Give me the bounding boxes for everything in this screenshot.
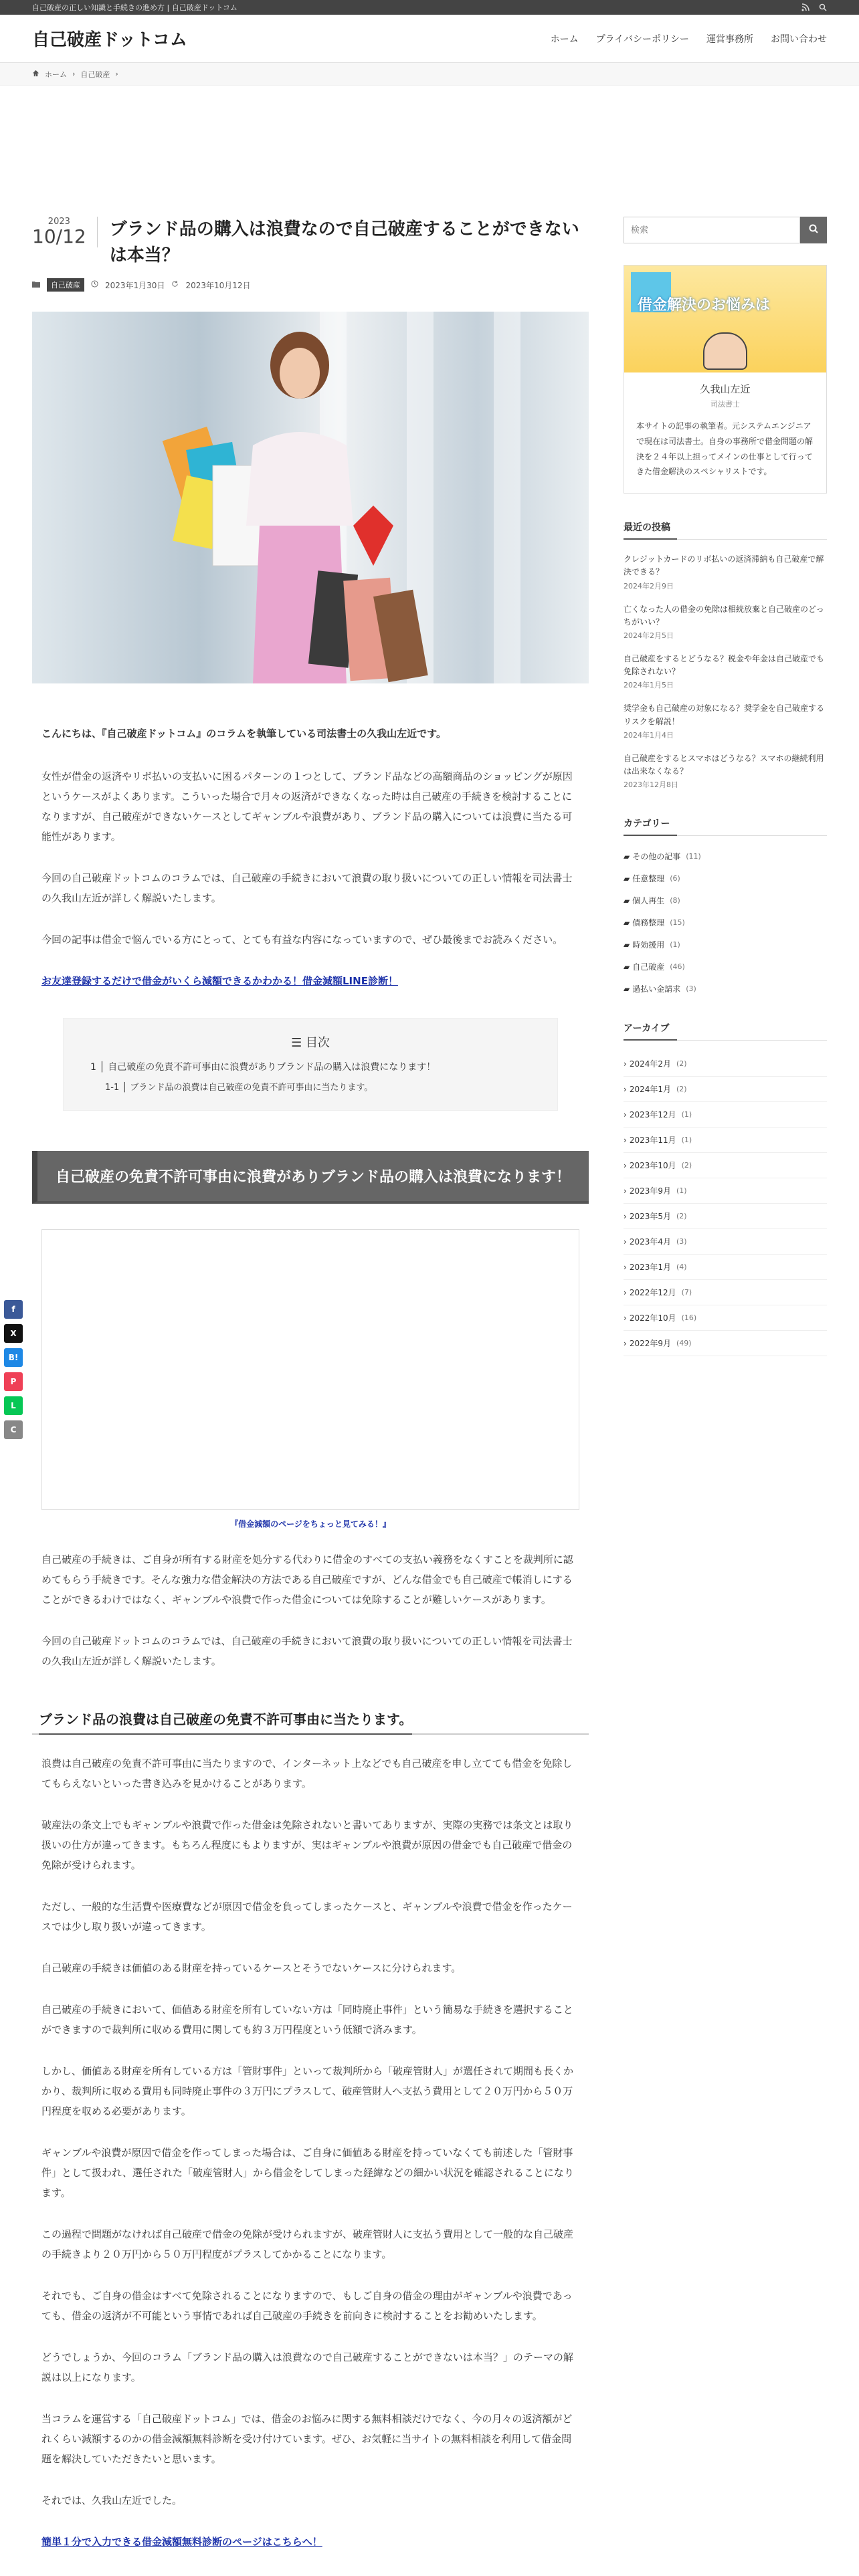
paragraph: 今回の自己破産ドットコムのコラムでは、自己破産の手続きにおいて浪費の取り扱いについての正しい情報を司法書士の久我山左近が詳しく解説いたします。 (41, 872, 573, 904)
published-date: 2023年1月30日 (105, 280, 165, 290)
archive-item[interactable]: › 2024年1月 (2) (624, 1077, 827, 1102)
breadcrumb-home[interactable]: ホーム (45, 70, 67, 79)
search-icon (808, 223, 819, 234)
category-item[interactable]: ▰ 債務整理 (15) (624, 918, 685, 928)
chevron-right-icon: › (115, 70, 118, 78)
category-item[interactable]: ▰ 時効援用 (1) (624, 940, 680, 950)
recent-post-title[interactable]: 自己破産をするとスマホはどうなる？スマホの継続利用は出来なくなる？ (624, 753, 824, 776)
folder-icon: ▰ (624, 895, 630, 905)
list-item[interactable] (624, 603, 827, 641)
section-heading: 自己破産の免責不許可事由に浪費がありブランド品の購入は浪費になります！ (32, 1151, 589, 1204)
top-info-bar (0, 0, 859, 15)
chevron-right-icon: › (624, 1237, 627, 1247)
chevron-right-icon: › (624, 1338, 627, 1348)
breadcrumb-category[interactable]: 自己破産 (80, 70, 110, 79)
archives-title: アーカイブ (624, 1021, 827, 1041)
search-button[interactable] (800, 217, 827, 243)
folder-icon: ▰ (624, 918, 630, 928)
search-form (624, 217, 827, 243)
chevron-right-icon: › (624, 1211, 627, 1221)
site-header (0, 15, 859, 63)
global-nav (551, 32, 827, 45)
recent-posts-list (624, 553, 827, 790)
archive-item[interactable]: › 2022年12月 (7) (624, 1280, 827, 1305)
post-month-day: 10/12 (32, 225, 86, 247)
paragraph: 破産法の条文上でもギャンブルや浪費で作った借金は免除されないと書いてありますが、実際の実務では条文とは取り扱いの仕方が違ってきます。もちろん程度にもよりますが、実はギャンブルや浪費が原因の借金でも自己破産で借金の免除が受けられます。 (41, 1819, 573, 1871)
category-badge[interactable]: 自己破産 (47, 278, 84, 292)
recent-post-title[interactable]: 自己破産をするとどうなる？税金や年金は自己破産でも免除されない？ (624, 653, 825, 677)
line-share-button[interactable]: L (4, 1396, 23, 1415)
author-name: 久我山左近 (700, 383, 751, 395)
list-item[interactable] (624, 752, 827, 790)
recent-post-title[interactable]: 亡くなった人の借金の免除は相続放棄と自己破産のどっちがいい？ (624, 604, 824, 627)
hero-image-shopping-woman (32, 312, 589, 683)
list-item[interactable] (624, 553, 827, 591)
post-year: 2023 (47, 217, 70, 227)
author-profile (624, 265, 827, 494)
archives-list (624, 1051, 827, 1356)
article-body-2 (32, 1549, 589, 1671)
author-description: 本サイトの記事の執筆者。元システムエンジニアで現在は司法書士。自身の事務所で借金問題の解決を２４年以上担ってメインの仕事として行ってきた借金解決のスペシャリストです。 (636, 421, 814, 477)
paragraph: しかし、価値ある財産を所有している方は「管財事件」といって裁判所から「破産管財人」が選任されて期間も長くかかり、裁判所に収める費用も同時廃止事件の３万円にプラスして、破産管財人へ支払う費用として２０万円から５０万円程度を収める必要があります。 (41, 2065, 574, 2117)
paragraph: 自己破産の手続きにおいて、価値ある財産を所有していない方は「同時廃止事件」という簡易な手続きを選択することができますので裁判所に収める費用に関しても約３万円程度という低額で済みます。 (41, 2004, 573, 2036)
paragraph: 当コラムを運営する「自己破産ドットコム」では、借金のお悩みに関する無料相談だけでなく、今の月々の返済額がどれくらい減額するのかの借金減額無料診断を受け付けています。ぜひ、お気軽に当サイトの無料相談を利用して借金問題を解決していただきたいと思います。 (41, 2413, 573, 2465)
intro-text: こんにちは、『自己破産ドットコム』のコラムを執筆している司法書士の久我山左近です。 (41, 728, 446, 740)
recent-post-date: 2024年1月4日 (624, 730, 674, 740)
paragraph: 女性が借金の返済やリボ払いの支払いに困るパターンの１つとして、ブランド品などの高額商品のショッピングが原因というケースがよくあります。こういった場合で月々の返済ができなくなった時は自己破産の手続きを検討することになりますが、自己破産ができないケースとしてギャンブルや浪費があり、ブランド品の購入については浪費に当たる可能性があります。 (41, 770, 573, 843)
banner-text: 借金解決のお悩みは (638, 297, 771, 314)
folder-icon (32, 280, 40, 290)
archive-item[interactable]: › 2023年9月 (1) (624, 1178, 827, 1204)
rss-icon[interactable] (801, 3, 809, 11)
recent-post-date: 2024年1月5日 (624, 681, 674, 690)
video-caption-link[interactable]: 『借金減額のページをちょっと見てみる！』 (230, 1519, 391, 1529)
search-icon[interactable] (819, 3, 827, 11)
paragraph: どうでしょうか、今回のコラム「ブランド品の購入は浪費なので自己破産することができないは本当？」のテーマの解説は以上になります。 (41, 2351, 573, 2383)
toc-subitem[interactable]: 1-1 │ ブランド品の浪費は自己破産の免責不許可事由に当たります。 (105, 1083, 373, 1093)
chevron-right-icon: › (624, 1313, 627, 1323)
recent-post-date: 2024年2月5日 (624, 631, 674, 640)
site-title[interactable]: 自己破産ドットコム (32, 30, 187, 50)
x-share-button[interactable]: X (4, 1324, 23, 1343)
chevron-right-icon: › (624, 1059, 627, 1069)
folder-icon: ▰ (624, 940, 630, 950)
recent-post-date: 2024年2月9日 (624, 581, 674, 591)
paragraph: この過程で問題がなければ自己破産で借金の免除が受けられますが、破産管財人に支払う費用として一般的な自己破産の手続きより２０万円から５０万円程度がプラスしてかかることになります。 (41, 2228, 574, 2260)
updated-date: 2023年10月12日 (185, 280, 251, 290)
paragraph: それでは、久我山左近でした。 (41, 2494, 183, 2506)
chevron-right-icon: › (624, 1109, 627, 1119)
topbar-icons (801, 3, 827, 11)
archive-item[interactable]: › 2022年9月 (49) (624, 1331, 827, 1356)
refresh-icon (171, 280, 179, 290)
folder-icon: ▰ (624, 984, 630, 994)
folder-icon: ▰ (624, 873, 630, 883)
sidebar (624, 217, 827, 1356)
post-title: ブランド品の購入は浪費なので自己破産することができないは本当？ (109, 219, 579, 265)
facebook-share-button[interactable]: f (4, 1300, 23, 1319)
toc-title: ☰ 目次 (291, 1036, 330, 1050)
copy-link-button[interactable]: C (4, 1420, 23, 1439)
archive-item[interactable]: › 2023年10月 (2) (624, 1153, 827, 1178)
clock-icon (91, 280, 98, 290)
toc-item[interactable]: 1 │ 自己破産の免責不許可事由に浪費がありブランド品の購入は浪費になります！ (90, 1062, 436, 1073)
archive-item[interactable]: › 2022年10月 (16) (624, 1305, 827, 1331)
list-item[interactable] (624, 653, 827, 690)
paragraph: 今回の記事は借金で悩んでいる方にとって、とても有益な内容になっていますので、ぜひ最後までお読みください。 (41, 934, 563, 946)
paragraph: ただし、一般的な生活費や医療費などが原因で借金を負ってしまったケースと、ギャンブルや浪費で借金を作ったケースでは少し取り扱いが違ってきます。 (41, 1901, 573, 1933)
archive-item[interactable]: › 2023年1月 (4) (624, 1255, 827, 1280)
paragraph: ギャンブルや浪費が原因で借金を作ってしまった場合は、ご自身に価値ある財産を持っていなくても前述した「管財事件」として扱われ、選任された「破産管財人」から借金をしてしまった経緯などの細かい状況を確認されることになります。 (41, 2147, 574, 2199)
free-diagnosis-link[interactable]: 簡単１分で入力できる借金減額無料診断のページはこちらへ！ (41, 2536, 322, 2548)
categories-title: カテゴリー (624, 817, 827, 836)
category-item[interactable]: ▰ 自己破産 (46) (624, 962, 685, 972)
chevron-right-icon: › (624, 1135, 627, 1145)
pocket-share-button[interactable]: P (4, 1372, 23, 1391)
subsection-heading: ブランド品の浪費は自己破産の免責不許可事由に当たります。 (32, 1709, 589, 1735)
recent-post-date: 2023年12月8日 (624, 780, 678, 790)
paragraph: 今回の自己破産ドットコムのコラムでは、自己破産の手続きにおいて浪費の取り扱いについての正しい情報を司法書士の久我山左近が詳しく解説いたします。 (41, 1635, 573, 1667)
category-item[interactable]: ▰ 任意整理 (6) (624, 873, 680, 884)
nav-office[interactable]: 運営事務所 (706, 33, 753, 45)
paragraph: 自己破産の手続きは価値のある財産を持っているケースとそうでないケースに分けられます。 (41, 1962, 462, 1974)
article-body (32, 724, 589, 1111)
list-item[interactable] (624, 702, 827, 740)
hatena-share-button[interactable]: B! (4, 1348, 23, 1367)
table-of-contents (63, 1018, 558, 1111)
chevron-right-icon: › (624, 1084, 627, 1094)
nav-home[interactable]: ホーム (550, 33, 579, 45)
chevron-right-icon: › (72, 70, 76, 78)
author-role: 司法書士 (710, 400, 740, 409)
share-buttons (4, 1300, 23, 1439)
recent-post-title[interactable]: 奨学金も自己破産の対象になる？奨学金を自己破産するリスクを解説！ (624, 704, 825, 726)
breadcrumb (0, 63, 859, 86)
archive-item[interactable]: › 2023年12月 (1) (624, 1102, 827, 1128)
folder-icon: ▰ (624, 962, 630, 972)
nav-privacy[interactable]: プライバシーポリシー (595, 33, 689, 45)
embedded-video-frame[interactable] (41, 1229, 579, 1510)
paragraph: 自己破産の手続きは、ご自身が所有する財産を処分する代わりに借金のすべての支払い義務をなくすことを裁判所に認めてもらう手続きです。そんな強力な借金解決の方法である自己破産ですが、どんな借金でも自己破産で帳消しにすることができるわけではなく、ギャンブルや浪費で作った借金については免除することが難しいケースがあります。 (41, 1553, 573, 1606)
post-datebox (32, 217, 98, 247)
archive-item[interactable]: › 2024年2月 (2) (624, 1051, 827, 1077)
author-illustration (703, 332, 747, 370)
recent-posts-title: 最近の投稿 (624, 520, 827, 540)
post-header (32, 217, 589, 269)
chevron-right-icon: › (624, 1287, 627, 1297)
paragraph: 浪費は自己破産の免責不許可事由に当たりますので、インターネット上などでも自己破産を申し立てても借金を免除してもらえないといった書き込みを見かけることがあります。 (41, 1757, 573, 1790)
categories-list (624, 851, 827, 994)
archive-item[interactable]: › 2023年5月 (2) (624, 1204, 827, 1229)
archive-item[interactable]: › 2023年4月 (3) (624, 1229, 827, 1255)
chevron-right-icon: › (624, 1160, 627, 1170)
archive-item[interactable]: › 2023年11月 (1) (624, 1128, 827, 1153)
list-icon: ☰ (291, 1036, 302, 1050)
chevron-right-icon: › (624, 1186, 627, 1196)
nav-contact[interactable]: お問い合わせ (771, 33, 827, 45)
category-item[interactable]: ▰ 過払い金請求 (3) (624, 984, 696, 994)
chevron-right-icon: › (624, 1262, 627, 1272)
folder-icon: ▰ (624, 851, 630, 861)
recent-post-title[interactable]: クレジットカードのリボ払いの返済滞納も自己破産で解決できる？ (624, 554, 824, 577)
line-diagnosis-link[interactable]: お友達登録するだけで借金がいくら減額できるかわかる！借金減額LINE診断！ (41, 975, 398, 987)
post-meta (32, 278, 589, 292)
search-input[interactable] (624, 217, 800, 243)
author-banner (624, 265, 826, 372)
topbar-text: 自己破産の正しい知識と手続きの進め方 | 自己破産ドットコム (32, 3, 237, 12)
main-content (32, 217, 589, 2573)
category-item[interactable]: ▰ 個人再生 (8) (624, 895, 680, 906)
category-item[interactable]: ▰ その他の記事 (11) (624, 851, 701, 862)
home-icon (32, 70, 39, 79)
article-body-3 (32, 1753, 589, 2552)
paragraph: それでも、ご自身の借金はすべて免除されることになりますので、もしご自身の借金の理由がギャンブルや浪費であっても、借金の返済が不可能という事情であれば自己破産の手続きを前向きに検討することをお勧めいたします。 (41, 2290, 573, 2322)
